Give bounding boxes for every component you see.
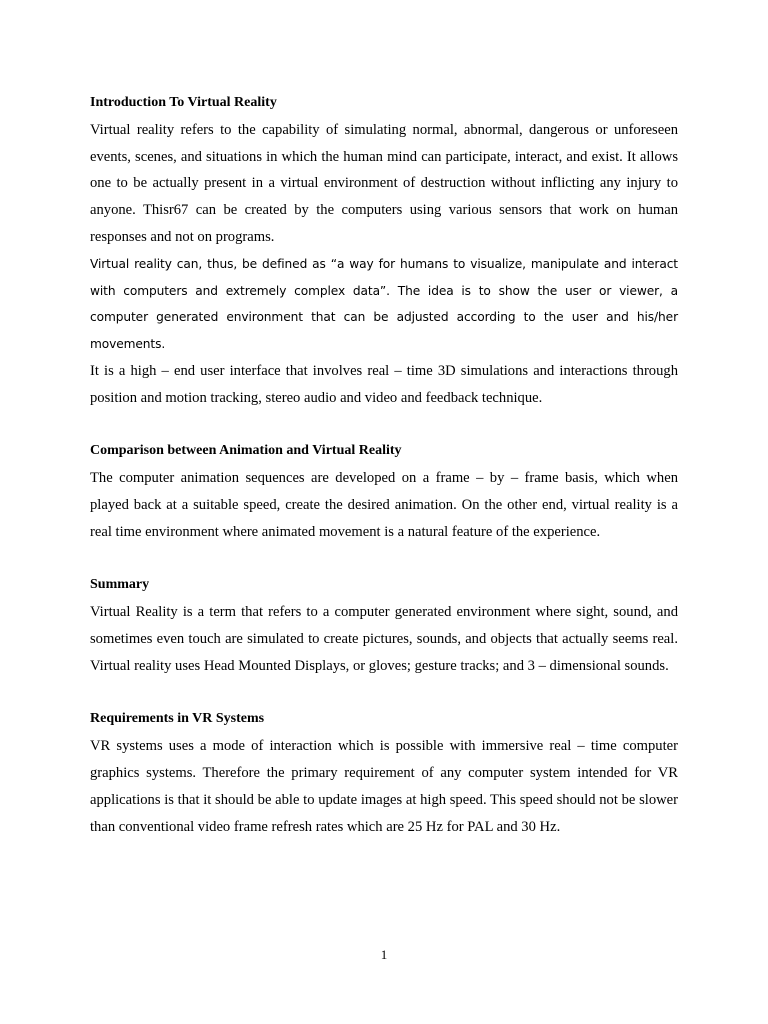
- heading-requirements: Requirements in VR Systems: [90, 711, 265, 727]
- section-spacer: [90, 680, 678, 707]
- paragraph-summary-1: Virtual Reality is a term that refers to a computer generated environment where sight, sound, and sometimes even touch are simulated to create pictures, sounds, and objects that actually seems real. Virtual reality uses Head Mounted Displays, or gloves; gesture tracks; and 3 – dimensional sounds.: [90, 604, 678, 674]
- paragraph-comparison-1: The computer animation sequences are developed on a frame – by – frame basis, which when played back at a suitable speed, create the desired animation. On the other end, virtual reality is a real time environment where animated movement is a natural feature of the experience.: [90, 470, 678, 540]
- paragraph-introduction-3: It is a high – end user interface that involves real – time 3D simulations and interactions through position and motion tracking, stereo audio and video and feedback technique.: [90, 362, 678, 406]
- document-body: [90, 90, 678, 840]
- heading-summary: Summary: [90, 577, 150, 593]
- paragraph-introduction-2: Virtual reality can, thus, be defined as “a way for humans to visualize, manipulate and interact with computers and extremely complex data”. The idea is to show the user or viewer, a computer generated environment that can be adjusted according to the user and his/her movements.: [90, 256, 678, 352]
- section-spacer: [90, 546, 678, 573]
- paragraph-requirements-1: VR systems uses a mode of interaction which is possible with immersive real – time computer graphics systems. Therefore the primary requirement of any computer system intended for VR applications is that it should be able to update images at high speed. This speed should not be slower than conventional video frame refresh rates which are 25 Hz for PAL and 30 Hz.: [90, 738, 678, 835]
- paragraph-introduction-1: Virtual reality refers to the capability of simulating normal, abnormal, dangerous or unforeseen events, scenes, and situations in which the human mind can participate, interact, and exist. It allows one to be actually present in a virtual environment of destruction without inflicting any injury to anyone. Thisr67 can be created by the computers using various sensors that work on human responses and not on programs.: [90, 121, 678, 245]
- heading-introduction: Introduction To Virtual Reality: [90, 95, 277, 110]
- heading-comparison: Comparison between Animation and Virtual Reality: [90, 443, 402, 459]
- page-number: 1: [380, 947, 388, 962]
- section-spacer: [90, 412, 678, 439]
